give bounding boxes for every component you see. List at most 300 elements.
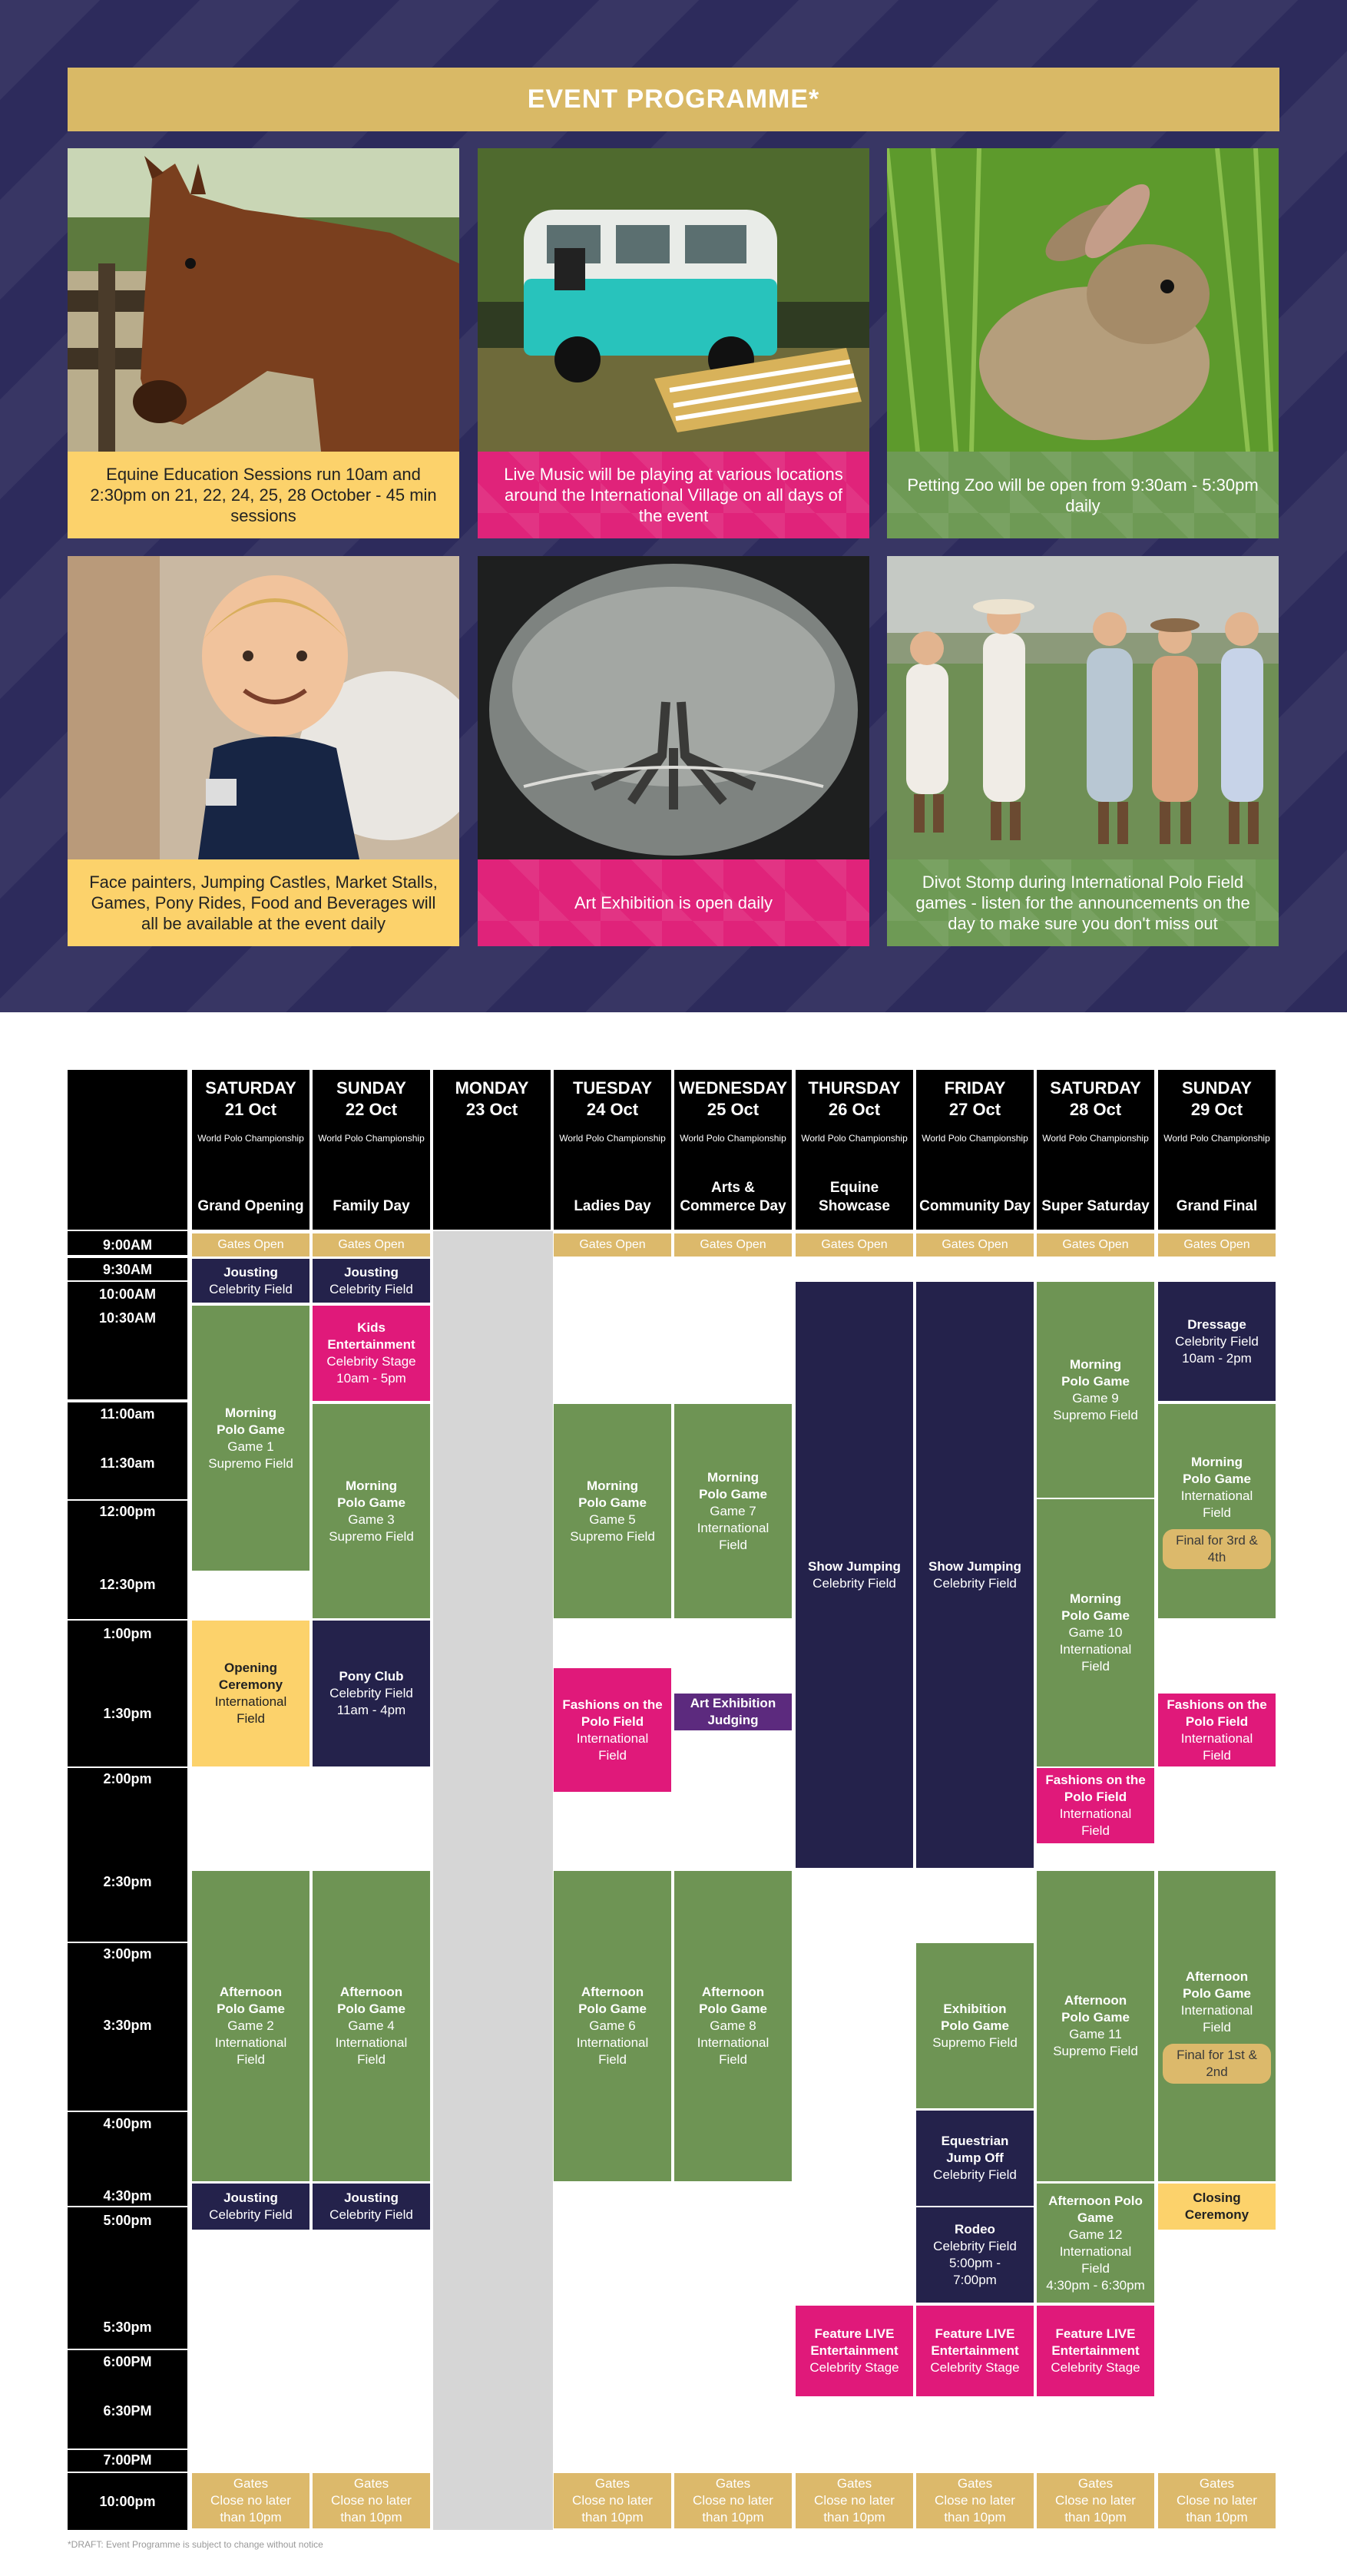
event-text: Field xyxy=(1203,2020,1231,2035)
time-block xyxy=(68,1621,187,1766)
schedule-event xyxy=(554,1404,671,1618)
event-text: Gates Open xyxy=(700,1238,766,1251)
event-text: Feature LIVE xyxy=(1055,2326,1136,2341)
event-text: Afternoon xyxy=(219,1985,283,1999)
event-text: Gates xyxy=(1199,2476,1235,2491)
event-text: Celebrity Field xyxy=(209,2207,293,2222)
event-text: Gates xyxy=(957,2476,993,2491)
event-text: than 10pm xyxy=(1186,2510,1248,2525)
event-text: Gates Open xyxy=(217,1238,284,1251)
day-header xyxy=(554,1070,671,1230)
schedule-event xyxy=(1158,1404,1276,1618)
schedule-event xyxy=(1158,2473,1276,2528)
time-label: 9:30AM xyxy=(102,1262,153,1277)
event-text: Opening xyxy=(224,1660,277,1675)
day-theme: Equine Showcase xyxy=(819,1180,890,1214)
event-text: Morning xyxy=(707,1469,760,1485)
event-text: Pony Club xyxy=(339,1669,404,1684)
day-name: WEDNESDAY xyxy=(679,1078,787,1098)
schedule-event xyxy=(192,2473,309,2528)
event-text: Morning xyxy=(345,1478,398,1493)
time-label: 3:00pm xyxy=(103,1946,152,1962)
event-text: Polo Game xyxy=(699,2002,767,2016)
day-sub: World Polo Championship xyxy=(318,1133,425,1144)
event-text: Supremo Field xyxy=(1053,1407,1138,1422)
event-text: Celebrity Stage xyxy=(930,2360,1020,2375)
event-text: Polo Field xyxy=(581,1713,644,1729)
event-text: Field xyxy=(719,1537,747,1552)
schedule-event xyxy=(192,1871,309,2181)
event-text: Polo Game xyxy=(1183,1986,1251,2001)
event-text: Gates xyxy=(1077,2476,1114,2491)
schedule-event xyxy=(1158,2184,1276,2230)
schedule-event xyxy=(916,1282,1034,1868)
event-text: Close no later xyxy=(935,2493,1015,2508)
event-text: 10am - 2pm xyxy=(1182,1350,1252,1366)
schedule-event xyxy=(1158,1282,1276,1401)
time-block xyxy=(68,1768,187,1942)
schedule-event xyxy=(192,2184,309,2230)
event-text: Jousting xyxy=(344,1264,399,1280)
day-sub: World Polo Championship xyxy=(680,1133,786,1144)
event-text: Field xyxy=(1081,1659,1110,1674)
horse-photo xyxy=(68,148,459,452)
time-label: 4:30pm xyxy=(103,2188,152,2204)
event-text: Jousting xyxy=(223,1264,278,1280)
event-text: 7:00pm xyxy=(953,2273,997,2287)
event-text: Polo Field xyxy=(1064,1790,1127,1804)
day-header xyxy=(1037,1070,1154,1230)
event-text: Polo Game xyxy=(217,1422,285,1437)
event-text: Gates Open xyxy=(821,1238,888,1251)
event-text: 4:30pm - 6:30pm xyxy=(1046,2277,1145,2293)
event-text: Gates Open xyxy=(579,1238,646,1251)
event-text: Celebrity Field xyxy=(329,1686,413,1700)
event-text: Morning xyxy=(1069,1356,1122,1372)
day-name: SATURDAY xyxy=(1050,1078,1141,1098)
time-label: 7:00PM xyxy=(103,2452,152,2468)
event-text: Afternoon Polo xyxy=(1048,2193,1143,2208)
time-label: 5:00pm xyxy=(103,2213,152,2228)
event-text: International xyxy=(1180,1730,1253,1746)
day-date: 26 Oct xyxy=(828,1100,881,1119)
event-text: Field xyxy=(237,1711,265,1726)
event-text: Field xyxy=(598,2052,627,2067)
campervan-photo xyxy=(478,148,869,452)
event-text: Polo Game xyxy=(1061,2010,1130,2025)
event-text: Celebrity Field xyxy=(209,1281,293,1296)
event-text: International xyxy=(576,1730,649,1746)
event-text: International xyxy=(214,2035,287,2050)
time-label: 10:00pm xyxy=(99,2494,156,2509)
schedule-event xyxy=(554,1668,671,1792)
day-name: FRIDAY xyxy=(944,1078,1006,1098)
child-photo xyxy=(68,556,459,859)
card-caption: Petting Zoo will be open from 9:30am - 5:30pm daily xyxy=(887,452,1279,538)
day-theme: Grand Opening xyxy=(197,1198,304,1214)
day-theme: Grand Final xyxy=(1176,1198,1258,1214)
monday-closed-column xyxy=(433,1231,553,2530)
final-badge: Final for 3rd & 4th xyxy=(1163,1529,1271,1569)
event-text: Field xyxy=(719,2052,747,2067)
day-date: 24 Oct xyxy=(586,1100,639,1119)
event-text: Show Jumping xyxy=(808,1558,901,1574)
day-name: SATURDAY xyxy=(205,1078,296,1098)
time-label: 6:00PM xyxy=(103,2354,152,2369)
time-label: 12:30pm xyxy=(99,1577,156,1592)
event-text: Gates xyxy=(715,2476,751,2491)
event-text: Celebrity Stage xyxy=(1051,2360,1140,2375)
day-date: 27 Oct xyxy=(948,1100,1001,1119)
event-text: than 10pm xyxy=(823,2510,885,2525)
schedule-event xyxy=(554,1871,671,2181)
day-date: 22 Oct xyxy=(345,1100,398,1119)
event-text: Exhibition xyxy=(943,2001,1007,2016)
schedule-event xyxy=(796,1233,913,1257)
day-theme: Super Saturday xyxy=(1041,1198,1150,1214)
event-text: Gates xyxy=(353,2476,389,2491)
card-caption: Art Exhibition is open daily xyxy=(478,859,869,946)
event-text: Polo Game xyxy=(941,2018,1009,2033)
schedule-event xyxy=(313,1621,430,1766)
day-theme: Family Day xyxy=(333,1198,410,1214)
day-name: SUNDAY xyxy=(1182,1078,1252,1098)
event-text: Jousting xyxy=(344,2190,399,2205)
event-text: Closing xyxy=(1193,2190,1241,2205)
event-text: Supremo Field xyxy=(570,1528,655,1544)
event-text: Game 3 xyxy=(348,1511,395,1527)
schedule-event xyxy=(192,1621,309,1766)
day-date: 25 Oct xyxy=(707,1100,760,1119)
event-text: Game 6 xyxy=(589,2018,636,2033)
time-label: 10:30AM xyxy=(98,1310,157,1326)
event-text: Polo Game xyxy=(1061,1608,1130,1623)
schedule-event xyxy=(796,1282,913,1868)
schedule-event xyxy=(674,1871,792,2181)
event-text: Polo Game xyxy=(337,2002,405,2016)
event-text: than 10pm xyxy=(340,2510,402,2525)
card-divot-stomp xyxy=(887,556,1279,946)
event-text: Feature LIVE xyxy=(935,2326,1015,2341)
event-text: Entertainment xyxy=(1051,2343,1140,2358)
schedule-event xyxy=(674,1694,792,1730)
day-date: 29 Oct xyxy=(1190,1100,1243,1119)
day-sub: World Polo Championship xyxy=(559,1133,666,1144)
event-text: Game 1 xyxy=(227,1439,274,1454)
event-text: Field xyxy=(598,1747,627,1763)
day-sub: World Polo Championship xyxy=(922,1133,1028,1144)
event-text: Gates xyxy=(594,2476,630,2491)
event-text: Gates Open xyxy=(942,1238,1008,1251)
time-label: 9:00AM xyxy=(102,1237,153,1253)
day-date: 28 Oct xyxy=(1069,1100,1122,1119)
programme-header-section xyxy=(0,0,1347,1012)
schedule-event xyxy=(916,2207,1034,2303)
event-text: 5:00pm - xyxy=(948,2256,1001,2270)
schedule-event xyxy=(796,2306,913,2396)
card-live-music xyxy=(478,148,869,538)
event-text: than 10pm xyxy=(1064,2510,1127,2525)
event-text: Supremo Field xyxy=(1053,2044,1138,2058)
event-text: Rodeo xyxy=(955,2222,995,2237)
event-text: Celebrity Field xyxy=(813,1575,896,1591)
event-text: Polo Game xyxy=(337,1495,405,1510)
card-equine-education xyxy=(68,148,459,538)
event-text: Celebrity Stage xyxy=(809,2360,899,2375)
event-text: Close no later xyxy=(693,2493,773,2508)
event-text: Fashions on the xyxy=(1167,1697,1267,1712)
day-name: SUNDAY xyxy=(336,1078,406,1098)
event-text: Celebrity Field xyxy=(933,2239,1017,2253)
rabbit-photo xyxy=(887,148,1279,452)
day-theme: Arts & Commerce Day xyxy=(680,1180,786,1214)
time-label: 11:00am xyxy=(100,1406,155,1422)
event-text: International xyxy=(1180,1488,1253,1503)
schedule-event xyxy=(1037,2306,1154,2396)
day-date: 21 Oct xyxy=(224,1100,277,1119)
event-text: Ceremony xyxy=(1184,2207,1249,2222)
event-text: Fashions on the xyxy=(1045,1773,1146,1787)
day-header xyxy=(1158,1070,1276,1230)
event-text: Gates Open xyxy=(1062,1238,1129,1251)
event-text: Game xyxy=(1077,2210,1114,2225)
schedule-event xyxy=(916,1943,1034,2108)
event-text: Game 8 xyxy=(710,2018,756,2033)
time-label: 4:00pm xyxy=(103,2116,152,2131)
event-text: International xyxy=(697,1520,769,1535)
schedule-event xyxy=(313,1871,430,2181)
schedule-event xyxy=(313,1233,430,1257)
event-text: than 10pm xyxy=(702,2510,764,2525)
day-sub: World Polo Championship xyxy=(197,1133,304,1144)
card-caption: Divot Stomp during International Polo Field games - listen for the announcements on the day to make sure you don't miss out xyxy=(887,859,1279,946)
tree-artwork-photo xyxy=(478,556,869,859)
event-text: Game 7 xyxy=(710,1503,756,1518)
day-header xyxy=(674,1070,792,1230)
card-art-exhibition xyxy=(478,556,869,946)
event-text: 11am - 4pm xyxy=(336,1703,406,1717)
event-text: Field xyxy=(1081,1823,1110,1838)
event-text: International xyxy=(214,1694,287,1709)
event-text: Game 10 xyxy=(1068,1625,1123,1640)
day-name: TUESDAY xyxy=(572,1078,653,1098)
event-text: Equestrian xyxy=(941,2134,1009,2148)
card-caption: Equine Education Sessions run 10am and 2:30pm on 21, 22, 24, 25, 28 October - 45 min sessions xyxy=(68,452,459,538)
event-text: Morning xyxy=(1190,1454,1243,1469)
time-label: 5:30pm xyxy=(103,2319,152,2335)
event-text: International xyxy=(335,2035,408,2050)
event-text: International xyxy=(1059,1806,1132,1821)
event-text: Close no later xyxy=(1055,2493,1136,2508)
event-text: Close no later xyxy=(331,2493,412,2508)
event-text: Afternoon xyxy=(1185,1969,1249,1984)
schedule-event xyxy=(916,1233,1034,1257)
schedule-event xyxy=(192,1233,309,1257)
day-sub: World Polo Championship xyxy=(1163,1133,1270,1144)
event-text: than 10pm xyxy=(581,2510,644,2525)
schedule-event xyxy=(554,1233,671,1257)
event-text: Jump Off xyxy=(946,2151,1004,2165)
card-caption: Face painters, Jumping Castles, Market Stalls, Games, Pony Rides, Food and Beverages will all be available at the event daily xyxy=(68,859,459,946)
day-sub: World Polo Championship xyxy=(801,1133,908,1144)
schedule-event xyxy=(192,1306,309,1571)
schedule-event xyxy=(1037,1282,1154,1498)
event-text: Close no later xyxy=(572,2493,653,2508)
divot-stomp-photo xyxy=(887,556,1279,859)
schedule-event xyxy=(192,1259,309,1303)
event-text: Afternoon xyxy=(1064,1993,1127,2008)
event-text: Afternoon xyxy=(701,1985,765,1999)
schedule-event xyxy=(1037,1233,1154,1257)
schedule-event xyxy=(674,1233,792,1257)
draft-footnote: *DRAFT: Event Programme is subject to change without notice xyxy=(68,2539,323,2550)
event-text: Field xyxy=(1081,2260,1110,2276)
event-text: Celebrity Stage xyxy=(326,1354,416,1369)
time-label: 1:00pm xyxy=(103,1626,152,1641)
event-text: Feature LIVE xyxy=(814,2326,895,2341)
schedule-event xyxy=(674,2473,792,2528)
event-text: Game 11 xyxy=(1069,2027,1122,2041)
event-text: Polo Field xyxy=(1185,1713,1249,1729)
page-title: EVENT PROGRAMME* xyxy=(68,68,1279,131)
event-text: Celebrity Field xyxy=(1175,1333,1259,1349)
event-text: Gates Open xyxy=(1183,1238,1250,1251)
schedule-event xyxy=(1037,1499,1154,1766)
event-text: International xyxy=(1059,1642,1132,1657)
schedule-event xyxy=(554,2473,671,2528)
event-text: Field xyxy=(1203,1747,1231,1763)
event-text: International xyxy=(1180,2003,1253,2018)
schedule-event xyxy=(313,2184,430,2230)
event-text: Art Exhibition xyxy=(690,1696,776,1710)
schedule-event xyxy=(313,1404,430,1618)
schedule-event xyxy=(916,2111,1034,2206)
event-text: Game 9 xyxy=(1072,1390,1119,1406)
schedule-event xyxy=(1037,1871,1154,2181)
event-text: Polo Game xyxy=(1183,1471,1251,1486)
event-text: Afternoon xyxy=(581,1985,644,1999)
time-label: 6:30PM xyxy=(103,2403,152,2419)
event-text: Polo Game xyxy=(217,2002,285,2016)
time-label: 3:30pm xyxy=(103,2018,152,2033)
event-text: Morning xyxy=(586,1478,639,1493)
event-text: Game 4 xyxy=(348,2018,395,2033)
event-text: Supremo Field xyxy=(329,1528,414,1544)
event-text: than 10pm xyxy=(944,2510,1006,2525)
event-text: Close no later xyxy=(814,2493,895,2508)
event-text: Morning xyxy=(1069,1591,1122,1606)
event-text: Game 12 xyxy=(1068,2227,1123,2242)
event-text: Close no later xyxy=(210,2493,291,2508)
event-text: Close no later xyxy=(1177,2493,1257,2508)
day-header xyxy=(916,1070,1034,1230)
schedule-event xyxy=(313,2473,430,2528)
event-text: Jousting xyxy=(223,2190,278,2205)
event-text: Fashions on the xyxy=(562,1697,663,1712)
schedule-event xyxy=(313,1259,430,1303)
event-text: International xyxy=(1059,2243,1132,2259)
day-theme: Community Day xyxy=(919,1198,1031,1214)
card-activities xyxy=(68,556,459,946)
event-text: 10am - 5pm xyxy=(336,1371,406,1386)
event-text: Entertainment xyxy=(810,2343,899,2358)
time-label: 1:30pm xyxy=(103,1706,152,1721)
card-caption: Live Music will be playing at various locations around the International Village on all days of the event xyxy=(478,452,869,538)
schedule-event xyxy=(796,2473,913,2528)
card-petting-zoo xyxy=(887,148,1279,538)
day-name: MONDAY xyxy=(455,1078,529,1098)
schedule-event xyxy=(916,2306,1034,2396)
time-label: 12:00pm xyxy=(99,1504,156,1519)
time-label: 11:30am xyxy=(100,1455,155,1471)
schedule-event xyxy=(313,1306,430,1401)
day-name: THURSDAY xyxy=(808,1078,901,1098)
event-text: than 10pm xyxy=(220,2510,282,2525)
final-badge: Final for 1st & 2nd xyxy=(1163,2044,1271,2084)
event-text: Ceremony xyxy=(218,1677,283,1692)
event-text: International xyxy=(697,2035,769,2050)
time-label: 10:00AM xyxy=(98,1286,157,1302)
event-text: Show Jumping xyxy=(928,1558,1021,1574)
event-text: Polo Game xyxy=(1061,1373,1130,1389)
event-text: Morning xyxy=(224,1405,277,1420)
day-sub: World Polo Championship xyxy=(1042,1133,1149,1144)
event-text: Celebrity Field xyxy=(933,1575,1017,1591)
event-text: Polo Game xyxy=(578,1495,647,1510)
event-text: Gates Open xyxy=(338,1238,405,1251)
schedule-event xyxy=(1158,1694,1276,1766)
schedule-event xyxy=(1037,2473,1154,2528)
event-text: Supremo Field xyxy=(932,2035,1018,2050)
time-label: 2:00pm xyxy=(103,1771,152,1786)
event-text: Game 2 xyxy=(227,2018,274,2033)
event-text: Field xyxy=(237,2052,265,2067)
event-text: Field xyxy=(357,2052,386,2067)
schedule-event xyxy=(674,1404,792,1618)
day-header xyxy=(192,1070,309,1230)
event-text: Celebrity Field xyxy=(329,2207,413,2222)
event-text: Gates xyxy=(233,2476,269,2491)
event-text: Supremo Field xyxy=(208,1455,293,1471)
day-theme: Ladies Day xyxy=(574,1198,651,1214)
event-text: Judging xyxy=(707,1713,759,1727)
day-header xyxy=(313,1070,430,1230)
day-header xyxy=(796,1070,913,1230)
event-text: Game 5 xyxy=(589,1511,636,1527)
event-text: Polo Game xyxy=(699,1486,767,1502)
event-text: Kids xyxy=(357,1320,386,1335)
schedule-corner xyxy=(68,1070,187,1230)
event-text: Polo Game xyxy=(578,2002,647,2016)
event-text: Entertainment xyxy=(327,1337,415,1352)
day-header xyxy=(433,1070,551,1230)
event-text: Entertainment xyxy=(931,2343,1019,2358)
schedule-event xyxy=(1037,2184,1154,2303)
schedule-event xyxy=(916,2473,1034,2528)
event-text: Celebrity Field xyxy=(329,1281,413,1296)
event-text: Celebrity Field xyxy=(933,2167,1017,2182)
day-date: 23 Oct xyxy=(465,1100,518,1119)
event-text: Field xyxy=(1203,1505,1231,1520)
schedule-event xyxy=(1037,1768,1154,1843)
event-text: International xyxy=(576,2035,649,2050)
event-text: Gates xyxy=(836,2476,872,2491)
schedule-event xyxy=(1158,1233,1276,1257)
event-text: Afternoon xyxy=(339,1985,403,1999)
event-text: Dressage xyxy=(1187,1316,1246,1332)
time-label: 2:30pm xyxy=(103,1874,152,1889)
schedule-event xyxy=(1158,1871,1276,2181)
